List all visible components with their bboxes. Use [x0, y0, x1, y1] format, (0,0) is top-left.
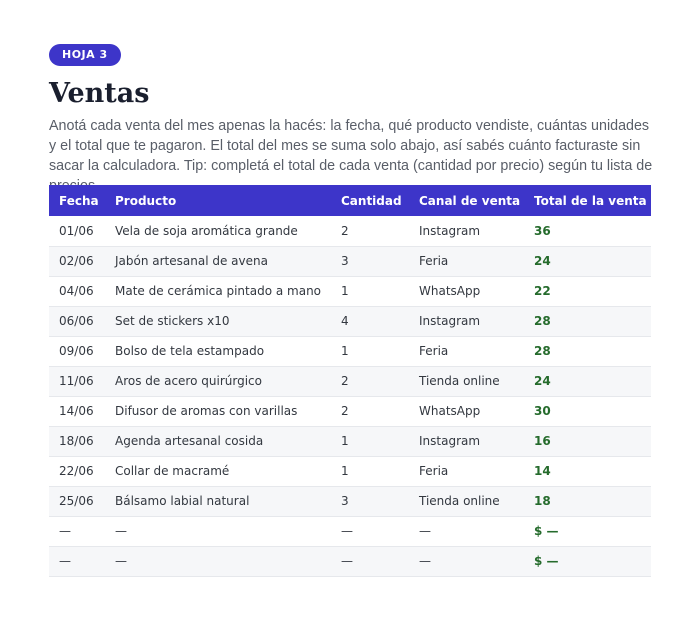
page-description: Anotá cada venta del mes apenas la hacés: la fecha, qué producto vendiste, cuántas unidades y el total que te pagaron. El total del mes se suma solo abajo, así sabés cuánto facturaste sin sacar la calculadora. Tip: completá el total de cada venta (cantidad por precio) según tu lista de precios.: [49, 118, 653, 194]
cell-total[interactable]: 16: [534, 434, 551, 448]
cell-producto[interactable]: Bálsamo labial natural: [115, 494, 250, 508]
table-row[interactable]: [49, 336, 651, 366]
cell-cantidad[interactable]: 1: [341, 284, 349, 298]
table-row[interactable]: [49, 426, 651, 456]
table-row[interactable]: [49, 276, 651, 306]
cell-canal[interactable]: Feria: [419, 344, 449, 358]
cell-total[interactable]: 24: [534, 254, 551, 268]
cell-canal[interactable]: —: [419, 554, 431, 568]
cell-cantidad[interactable]: 4: [341, 314, 349, 328]
cell-total[interactable]: 18: [534, 494, 551, 508]
cell-canal[interactable]: Instagram: [419, 314, 481, 328]
cell-total[interactable]: 28: [534, 344, 551, 358]
cell-fecha[interactable]: 18/06: [59, 434, 94, 448]
table-row[interactable]: [49, 246, 651, 276]
cell-cantidad[interactable]: 1: [341, 344, 349, 358]
cell-total[interactable]: 22: [534, 284, 551, 298]
cell-fecha[interactable]: 06/06: [59, 314, 94, 328]
cell-fecha[interactable]: 04/06: [59, 284, 94, 298]
table-row[interactable]: [49, 396, 651, 426]
cell-producto[interactable]: Vela de soja aromática grande: [115, 223, 298, 238]
table-row[interactable]: [49, 546, 651, 576]
table-row[interactable]: [49, 306, 651, 336]
cell-total[interactable]: $ —: [534, 554, 559, 568]
header-cantidad: Cantidad: [341, 193, 402, 208]
cell-producto[interactable]: Set de stickers x10: [115, 314, 230, 328]
header-fecha: Fecha: [59, 193, 99, 208]
cell-canal[interactable]: Tienda online: [419, 374, 500, 388]
cell-cantidad[interactable]: —: [341, 524, 353, 538]
cell-fecha[interactable]: 14/06: [59, 404, 94, 418]
cell-cantidad[interactable]: 3: [341, 494, 349, 508]
cell-total[interactable]: 24: [534, 374, 551, 388]
cell-total[interactable]: $ —: [534, 524, 559, 538]
table-row[interactable]: [49, 486, 651, 516]
cell-fecha[interactable]: 22/06: [59, 464, 94, 478]
cell-cantidad[interactable]: 3: [341, 254, 349, 268]
cell-canal[interactable]: Instagram: [419, 223, 481, 238]
cell-fecha[interactable]: 25/06: [59, 494, 94, 508]
cell-producto[interactable]: Mate de cerámica pintado a mano: [115, 284, 322, 298]
page-title: Ventas: [49, 78, 150, 109]
cell-canal[interactable]: WhatsApp: [419, 404, 481, 418]
cell-producto[interactable]: Difusor de aromas con varillas: [115, 404, 298, 418]
cell-cantidad[interactable]: 2: [341, 374, 349, 388]
cell-cantidad[interactable]: 2: [341, 223, 349, 238]
cell-canal[interactable]: WhatsApp: [419, 284, 481, 298]
cell-fecha[interactable]: 11/06: [59, 374, 94, 388]
cell-producto[interactable]: Agenda artesanal cosida: [115, 434, 264, 448]
sheet-badge: HOJA 3: [49, 44, 121, 66]
table-row[interactable]: [49, 216, 651, 246]
cell-producto[interactable]: Bolso de tela estampado: [115, 344, 265, 358]
table-row[interactable]: [49, 366, 651, 396]
cell-total[interactable]: 36: [534, 223, 551, 238]
cell-cantidad[interactable]: 2: [341, 404, 349, 418]
cell-fecha[interactable]: —: [59, 524, 71, 538]
cell-cantidad[interactable]: —: [341, 554, 353, 568]
cell-canal[interactable]: Instagram: [419, 434, 481, 448]
cell-cantidad[interactable]: 1: [341, 434, 349, 448]
cell-producto[interactable]: —: [115, 524, 127, 538]
table-row[interactable]: [49, 516, 651, 546]
cell-fecha[interactable]: 02/06: [59, 254, 94, 268]
cell-producto[interactable]: Collar de macramé: [115, 464, 230, 478]
header-producto: Producto: [115, 193, 177, 208]
cell-producto[interactable]: Jabón artesanal de avena: [115, 254, 268, 268]
cell-canal[interactable]: Tienda online: [419, 494, 500, 508]
table-row[interactable]: [49, 456, 651, 486]
cell-producto[interactable]: —: [115, 554, 127, 568]
cell-total[interactable]: 30: [534, 404, 551, 418]
sales-table: [49, 185, 651, 577]
cell-total[interactable]: 14: [534, 464, 551, 478]
cell-fecha[interactable]: 09/06: [59, 344, 94, 358]
cell-canal[interactable]: —: [419, 524, 431, 538]
table-body: [49, 216, 651, 576]
cell-fecha[interactable]: 01/06: [59, 223, 94, 238]
table-header-row: [49, 185, 651, 216]
cell-canal[interactable]: Feria: [419, 254, 449, 268]
cell-canal[interactable]: Feria: [419, 464, 449, 478]
cell-producto[interactable]: Aros de acero quirúrgico: [115, 374, 262, 388]
cell-total[interactable]: 28: [534, 314, 551, 328]
header-total: Total de la venta: [534, 193, 647, 208]
header-canal: Canal de venta: [419, 193, 521, 208]
cell-cantidad[interactable]: 1: [341, 464, 349, 478]
cell-fecha[interactable]: —: [59, 554, 71, 568]
